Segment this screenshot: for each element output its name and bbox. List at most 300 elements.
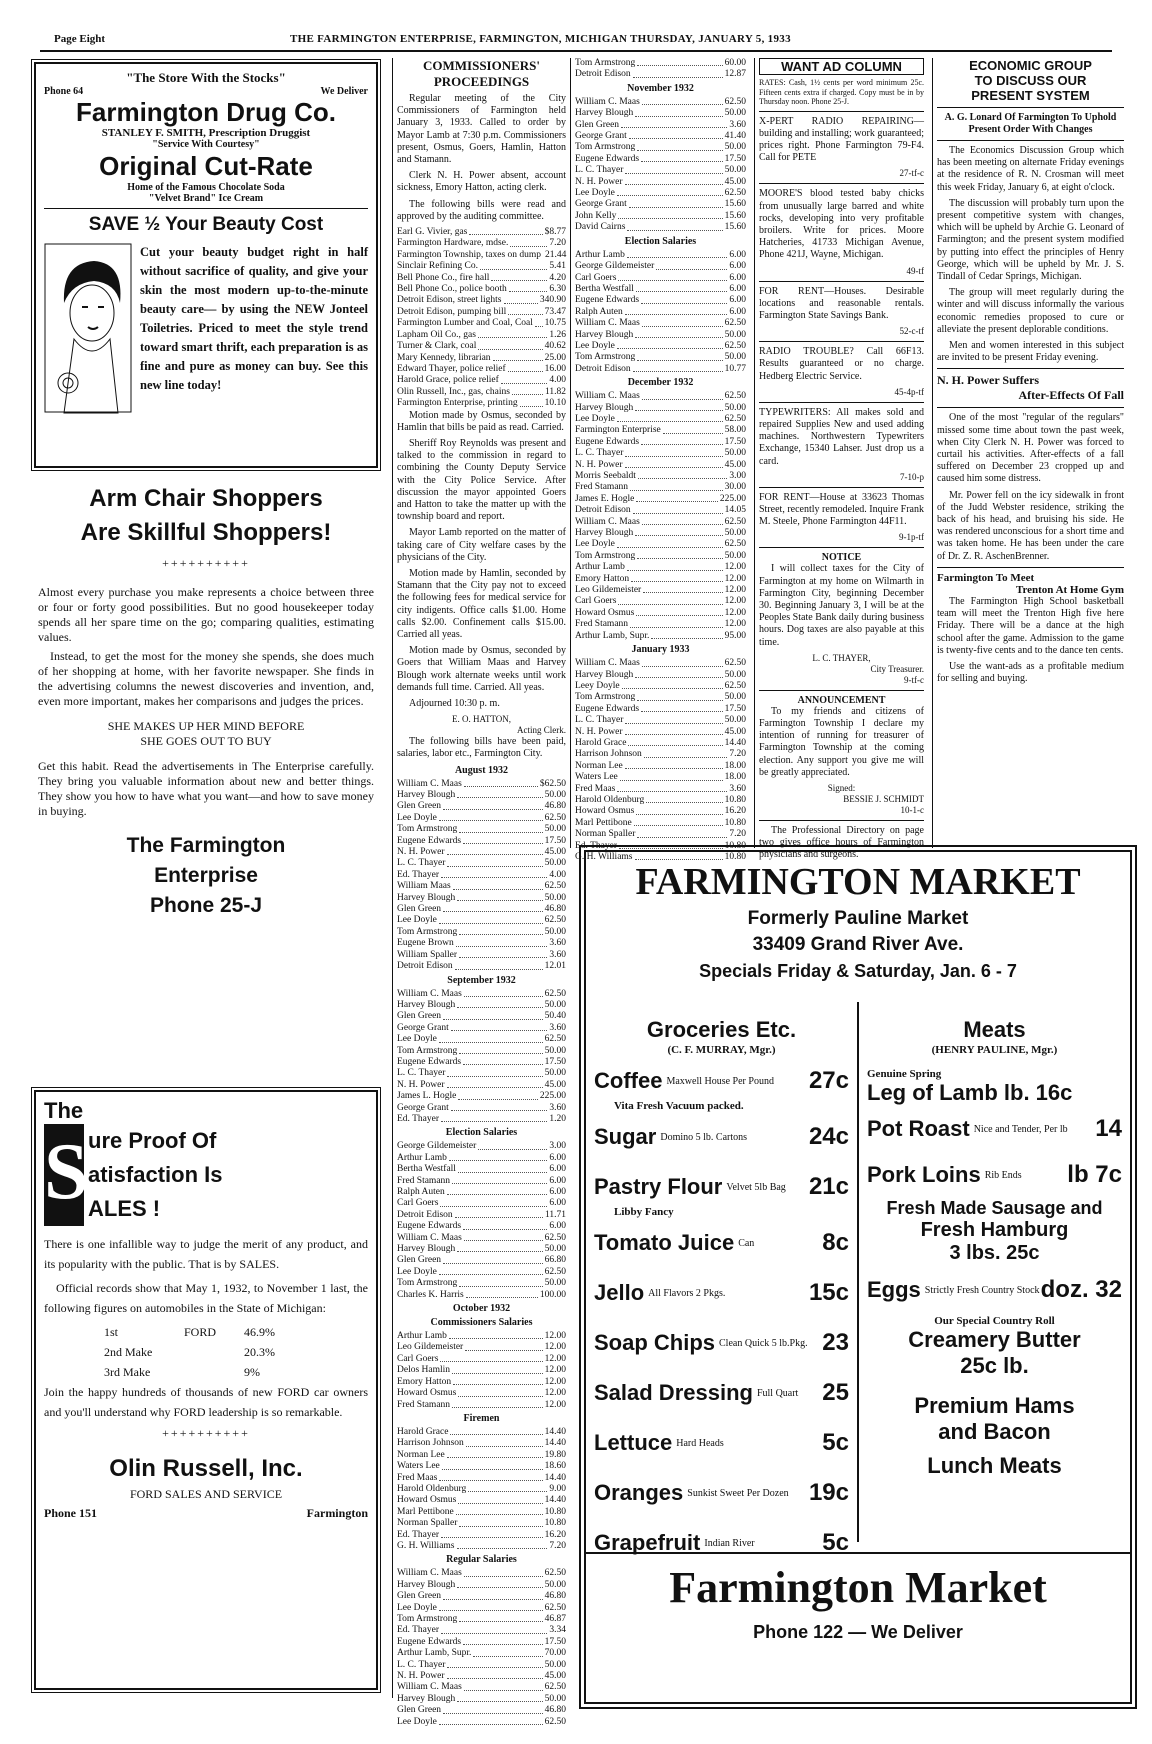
- butter-2: 25c lb.: [960, 1353, 1029, 1378]
- ledger-amount: 12.00: [544, 1342, 566, 1353]
- ledger-name: Edward Thayer, police relief: [397, 363, 506, 374]
- ledger-row: [397, 1518, 566, 1529]
- ledger-amount: 9.00: [549, 1483, 566, 1494]
- ledger-row: [397, 330, 566, 341]
- drug-druggist: STANLEY F. SMITH, Prescription Druggist: [101, 127, 311, 139]
- commission-column: [392, 58, 570, 1727]
- ledger-amount: 6.00: [549, 1152, 566, 1163]
- ledger-name: Detroit Edison: [575, 363, 631, 374]
- ledger-row: [397, 1233, 566, 1244]
- drug-phone: Phone 64: [44, 86, 84, 97]
- ledger-row: [575, 142, 746, 153]
- ledger-row: [575, 250, 746, 261]
- economic-headline-1: ECONOMIC GROUP: [969, 58, 1092, 73]
- ledger-amount: 7.20: [549, 1540, 566, 1551]
- ledger-row: [575, 352, 746, 363]
- economic-subhead: A. G. Lonard Of Farmington To Uphold Present Order With Changes: [944, 112, 1117, 135]
- ledger-name: Olin Russell, Inc., gas, chains: [397, 386, 510, 397]
- ford-p3: Join the happy hundreds of thousands of new FORD car owners and you'll understand why FORD leadership is so remarkable.: [44, 1385, 368, 1419]
- want-ad-item: [759, 116, 924, 185]
- ledger-amount: 16.20: [544, 1529, 566, 1540]
- grocery-note: Maxwell House Per Pound: [666, 1075, 774, 1087]
- grocery-name: Pastry Flour: [594, 1174, 723, 1199]
- ledger-amount: 12.00: [724, 562, 746, 573]
- ledger-row: [397, 1164, 566, 1175]
- ledger-row: [575, 69, 746, 80]
- ledger-name: Eugene Edwards: [575, 703, 640, 714]
- eggs-item: [867, 1265, 1122, 1315]
- ledger-row: [575, 784, 746, 795]
- ledger-row: [397, 824, 566, 835]
- ledger-amount: 17.50: [724, 153, 746, 164]
- ledger-name: Bell Phone Co., fire hall: [397, 272, 490, 283]
- left-column: [28, 58, 384, 1698]
- ledger-name: William C. Maas: [575, 391, 640, 402]
- ledger-row: [397, 1068, 566, 1079]
- ledger-name: N. H. Power: [397, 1671, 445, 1682]
- page-header: [40, 30, 1112, 52]
- ledger-subhead: November 1932: [627, 82, 694, 94]
- ledger-amount: 50.00: [724, 165, 746, 176]
- ledger-name: Howard Osmus: [397, 1388, 457, 1399]
- ledger-name: Harrison Johnson: [575, 749, 642, 760]
- ledger-row: [397, 238, 566, 249]
- announcement-ref: 10-1-c: [900, 805, 924, 816]
- ford-ad: The S ure Proof Of atisfaction Is ALES ! There is one infallible way to judge the merit of any product, and its popularity with the public. That is by SALES. Official records show that May 1, 1932, to November 1 last, the following figures on automobiles in the State of Michigan: 1st FORD 46.9% 2nd Make 20.3% 3rd Make 9% Join the happy hundreds of thousands of new FORD car owners and you'll understand why FORD leadership is so remarkable. ++++++++++ Olin Russell, Inc. FORD SALES AND SERVICE Phone 151 Farmington: [34, 1090, 378, 1690]
- pork-loins-price: lb 7c: [1067, 1161, 1122, 1188]
- ledger-row: [397, 353, 566, 364]
- ford-make-row: [104, 1322, 368, 1342]
- ledger-amount: 10.75: [544, 318, 566, 329]
- ledger-amount: 14.40: [724, 737, 746, 748]
- ledger-row: [575, 482, 746, 493]
- ledger-subhead: January 1933: [631, 644, 690, 656]
- ledger-row: [397, 1278, 566, 1289]
- ledger-name: Eugene Brown: [397, 938, 454, 949]
- ledger-row: [397, 1614, 566, 1625]
- ledger-subhead: August 1932: [454, 764, 509, 776]
- ledger-name: William Spaller: [397, 949, 458, 960]
- ledger-amount: 50.00: [544, 1045, 566, 1056]
- ledger-amount: 50.00: [544, 1659, 566, 1670]
- grocery-item: [594, 1468, 849, 1518]
- ledger-amount: 225.00: [719, 493, 746, 504]
- ledger-name: Tom Armstrong: [575, 550, 636, 561]
- grocery-name: Lettuce: [594, 1430, 673, 1455]
- ledger-amount: 12.87: [724, 69, 746, 80]
- market-address: 33409 Grand River Ave.: [752, 934, 964, 955]
- ledger-name: Morris Seebaldt: [575, 471, 636, 481]
- ledger-name: Eugene Edwards: [397, 835, 462, 846]
- ledger-row: [397, 1671, 566, 1682]
- armchair-caps-1: SHE MAKES UP HER MIND BEFORE: [107, 719, 305, 733]
- ledger-row: [575, 261, 746, 272]
- ledger-row: [397, 847, 566, 858]
- drug-home-of: Home of the Famous Chocolate Soda: [127, 182, 285, 193]
- ledger-amount: 3.00: [729, 471, 746, 481]
- ford-line-2: atisfaction Is: [88, 1162, 223, 1187]
- ledger-name: Fred Stamann: [397, 1399, 451, 1410]
- ledger-amount: 15.60: [724, 222, 746, 233]
- ledger-row: [397, 284, 566, 295]
- ford-make-row: [104, 1362, 368, 1382]
- ledger-amount: 5.41: [549, 261, 566, 272]
- ledger-amount: 10.10: [544, 398, 566, 409]
- ledger-row: [397, 341, 566, 352]
- ledger-amount: 14.05: [724, 505, 746, 516]
- ledger-amount: 62.50: [544, 1034, 566, 1045]
- want-ad-text: FOR RENT—Houses. Desirable locations and reasonable rentals. Farmington State Savings Bank.: [759, 285, 924, 321]
- ledger-amount: 19.80: [544, 1449, 566, 1460]
- announcement-title: ANNOUNCEMENT: [797, 694, 886, 706]
- ledger-row: [397, 387, 566, 398]
- ledger-amount: 11.82: [544, 386, 566, 397]
- armchair-shoppers-notice: Arm Chair Shoppers Are Skillful Shoppers! ++++++++++ Almost every purchase you make represents a choice between three or four or forty good possibilities. But no good housekeeper today spends all her spare time on the go; comparing qualities, estimating values. Instead, to get the most for the money she spends, she does much of her shopping at home, with her favorite newspaper. She finds in the advertising columns the newest discoveries and invention, and, even more important, makes her comparisons and judges the prices. SHE MAKES UP HER MIND BEFORE SHE GOES OUT TO BUY Get this habit. Read the advertisements in The Enterprise carefully. They bring you valuable information about new and better things. They show you how to have what you want—and how to save money in buying. The Farmington Enterprise Phone 25-J: [28, 472, 384, 921]
- ledger-amount: 40.62: [544, 341, 566, 352]
- grocery-price: 8c: [822, 1229, 849, 1256]
- ledger-name: Leey Doyle: [575, 680, 620, 691]
- want-ad-item: [759, 407, 924, 488]
- ledger-row: [575, 829, 746, 840]
- ford-makes-list: [104, 1322, 368, 1382]
- ledger-amount: 6.00: [729, 272, 746, 283]
- ledger-amount: 21.44: [545, 249, 567, 260]
- commission-p9: Adjourned 10:30 p. m.: [409, 698, 500, 709]
- grocery-item: [594, 1162, 849, 1212]
- ledger-amount: 46.80: [544, 1591, 566, 1602]
- commission-p7: Motion made by Hamlin, seconded by Stamann that the City pay not to exceed the following fees for medical service for city indigents. Office calls $1.00. Home calls $2.00. Confinement calls $15.00. Carried all yeas.: [397, 567, 566, 640]
- ledger-row: [575, 295, 746, 306]
- ledger-amount: 1.26: [549, 329, 566, 340]
- commission-p8: Motion made by Osmus, seconded by Goers that William Maas and Harvey Blough work alternate weeks until work demands full time. Carried. All yeas.: [397, 645, 566, 693]
- notice-body: I will collect taxes for the City of Farmington at my home on Wilmarth in Farmington City, beginning December 30. Beginning January 3, I will be at the Peoples State Bank daily during business hours. Dog taxes are also payable at this time.: [759, 563, 924, 648]
- ledger-name: Leo Gildemeister: [397, 1342, 464, 1353]
- ledger-amount: 7.20: [549, 238, 566, 249]
- ledger-amount: 12.00: [544, 1365, 566, 1376]
- ledger-name: Howard Osmus: [397, 1495, 457, 1506]
- ledger-row: [575, 528, 746, 539]
- ledger-amount: 12.00: [544, 1388, 566, 1399]
- ledger-name: James L. Hogle: [397, 1091, 457, 1102]
- ledger-row: [575, 670, 746, 681]
- ledger-row: [397, 1187, 566, 1198]
- ledger-name: Eugene Edwards: [397, 1056, 462, 1067]
- ledger-subhead: Firemen: [463, 1412, 500, 1424]
- ledger-name: Tom Armstrong: [397, 824, 458, 835]
- grocery-price: 24c: [808, 1123, 849, 1150]
- commission-signer: E. O. HATTON,: [451, 714, 512, 725]
- grocery-item: [594, 1112, 849, 1162]
- want-ad-title: WANT AD COLUMN: [759, 58, 924, 75]
- ledger-name: Harrison Johnson: [397, 1438, 464, 1449]
- ledger-name: William C. Maas: [575, 516, 640, 527]
- ledger-amount: 225.00: [539, 1091, 566, 1102]
- ledger-amount: 6.00: [549, 1221, 566, 1232]
- ledger-amount: 4.00: [549, 869, 566, 880]
- ledger-amount: 3.60: [549, 938, 566, 949]
- economic-s4: Men and women interested in this subject are invited to be present Friday evening.: [937, 340, 1124, 364]
- ledger-amount: 62.50: [544, 915, 566, 926]
- ledger-amount: 12.01: [544, 961, 566, 972]
- sausage-2: Fresh Hamburg: [920, 1219, 1069, 1241]
- ledger-name: Farmington Enterprise, printing: [397, 398, 518, 409]
- grocery-price: 15c: [808, 1279, 849, 1306]
- ledger-row: [397, 1530, 566, 1541]
- ledger-name: Harold Oldenburg: [575, 794, 645, 805]
- power-headline-1: N. H. Power Suffers: [937, 373, 1040, 388]
- ledger-name: L. C. Thayer: [575, 165, 624, 176]
- ledger-row: [397, 1625, 566, 1636]
- ledger-row: [397, 1660, 566, 1671]
- ledger-amount: 6.00: [729, 249, 746, 260]
- ledger-amount: 12.00: [544, 1399, 566, 1410]
- ledger-amount: 50.00: [544, 892, 566, 903]
- ledger-name: William C. Maas: [397, 1568, 462, 1579]
- announcement-sign: BESSIE J. SCHMIDT: [843, 794, 924, 805]
- ledger-name: Harold Grace: [575, 737, 627, 748]
- ledger-row: [575, 505, 746, 516]
- ledger-name: Glen Green: [397, 904, 442, 915]
- ledger-row: [397, 1290, 566, 1301]
- ledger-row: [397, 1438, 566, 1449]
- ledger-amount: 11.71: [544, 1209, 566, 1220]
- meats-section: [857, 1002, 1130, 1542]
- ledger-row: [575, 460, 746, 471]
- ledger-row: [575, 539, 746, 550]
- ford-make-row: [104, 1342, 368, 1362]
- ledger-amount: 50.00: [724, 352, 746, 363]
- woman-portrait-illustration: [44, 243, 132, 413]
- want-ad-text: X-PERT RADIO REPAIRING— building and installing; work guaranteed; prices right. Phone Farmington 79-F4. Call for PETE: [759, 115, 924, 164]
- ledger-name: Lee Doyle: [397, 812, 437, 823]
- ledger-name: Mary Kennedy, librarian: [397, 352, 491, 363]
- ledger-name: Harold Grace: [397, 1426, 449, 1437]
- commission-p10: The following bills have been paid, salaries, labor etc., Farmington City.: [397, 736, 566, 760]
- ledger-amount: 62.50: [544, 1716, 566, 1727]
- drug-store-ad: [34, 62, 378, 468]
- ledger-row: [575, 391, 746, 402]
- ford-dealer: Olin Russell, Inc.: [109, 1455, 303, 1482]
- ledger-name: Lee Doyle: [397, 1716, 437, 1727]
- ledger-amount: 14.40: [544, 1495, 566, 1506]
- want-ad-item: [759, 492, 924, 549]
- commission-title-2: PROCEEDINGS: [433, 74, 530, 89]
- ledger-name: Harvey Blough: [397, 892, 456, 903]
- ledger-name: Detroit Edison, pumping bill: [397, 306, 507, 317]
- ledger-name: L. C. Thayer: [397, 858, 446, 869]
- armchair-caps-2: SHE GOES OUT TO BUY: [140, 734, 272, 748]
- ledger-row: [397, 1648, 566, 1659]
- drug-cut-rate: Original Cut-Rate: [99, 151, 313, 181]
- ledger-row: [575, 165, 746, 176]
- ledger-name: David Cairns: [575, 222, 626, 233]
- commission-title-1: COMMISSIONERS': [422, 58, 541, 73]
- ledger-name: Tom Armstrong: [575, 352, 636, 363]
- ledger-amount: 50.00: [724, 142, 746, 153]
- ledger-amount: 17.50: [544, 1636, 566, 1647]
- ledger-amount: 50.00: [544, 1244, 566, 1255]
- ledger-row: [397, 1000, 566, 1011]
- notice-sign: L. C. THAYER,: [812, 652, 871, 663]
- ledger-name: Farmington Lumber and Coal, Coal: [397, 318, 533, 329]
- ledger-name: Carl Goers: [575, 272, 617, 283]
- ledger-amount: 50.00: [724, 108, 746, 119]
- ledger-name: Lee Doyle: [575, 188, 615, 199]
- ledger-name: William Maas: [397, 881, 451, 892]
- ledger-name: William C. Maas: [397, 988, 462, 999]
- ledger-row: [397, 273, 566, 284]
- ledger-row: [397, 989, 566, 1000]
- ledger-row: [397, 893, 566, 904]
- ledger-name: Ed. Thayer: [397, 1113, 440, 1124]
- ledger-name: Glen Green: [397, 1591, 442, 1602]
- ledger-row: [575, 341, 746, 352]
- ledger-name: Eugene Edwards: [397, 1221, 462, 1232]
- ledger-row: [397, 858, 566, 869]
- butter-1: Creamery Butter: [908, 1327, 1081, 1352]
- ledger-amount: 16.20: [724, 806, 746, 817]
- ledger-amount: 62.50: [544, 1266, 566, 1277]
- ledger-row: [397, 1221, 566, 1232]
- announcement-signed: Signed:: [827, 783, 856, 794]
- ledger-name: N. H. Power: [397, 847, 445, 858]
- ledger-amount: 3.60: [549, 949, 566, 960]
- ledger-amount: 17.50: [724, 703, 746, 714]
- ledger-row: [575, 551, 746, 562]
- grocery-price: 19c: [808, 1479, 849, 1506]
- ledger-name: Glen Green: [397, 1705, 442, 1716]
- ledger-amount: 16.00: [544, 363, 566, 374]
- ledger-amount: 12.00: [724, 573, 746, 584]
- ledger-amount: 14.40: [544, 1438, 566, 1449]
- ledger-row: [397, 1034, 566, 1045]
- ledger-amount: 10.80: [724, 840, 746, 851]
- ledger-subhead: Commissioners Salaries: [430, 1317, 533, 1329]
- ledger-amount: 62.50: [724, 539, 746, 550]
- ledger-name: Emory Hatton: [575, 573, 630, 584]
- ledger-row: [575, 596, 746, 607]
- commission-signer-title: Acting Clerk.: [517, 725, 566, 736]
- ledger-name: Detroit Edison: [575, 505, 631, 516]
- ledger-row: [575, 414, 746, 425]
- grocery-extra: Vita Fresh Vacuum packed.: [614, 1100, 744, 1112]
- ledger-row: [575, 154, 746, 165]
- ledger-amount: 12.00: [544, 1376, 566, 1387]
- ledger-row: [397, 1365, 566, 1376]
- pot-roast-item: [867, 1106, 1122, 1152]
- ledger-amount: 50.00: [724, 329, 746, 340]
- grocery-name: Salad Dressing: [594, 1380, 753, 1405]
- ledger-amount: 60.00: [724, 58, 746, 68]
- ledger-name: Marl Pettibone: [575, 817, 632, 828]
- ledger-amount: 62.50: [724, 340, 746, 351]
- ledger-name: Harvey Blough: [575, 108, 634, 119]
- ledger-name: Tom Armstrong: [397, 926, 458, 937]
- market-formerly: Formerly Pauline Market: [747, 908, 969, 929]
- ledger-name: Lee Doyle: [397, 915, 437, 926]
- grocery-extra: Libby Fancy: [614, 1206, 674, 1218]
- commission-p2: Clerk N. H. Power absent, account sickness, Emory Hatton, acting clerk.: [397, 170, 566, 194]
- ledger-amount: 70.00: [544, 1648, 566, 1659]
- ledger-amount: 62.50: [724, 96, 746, 107]
- ledger-amount: 50.00: [544, 999, 566, 1010]
- ledger-row: [575, 211, 746, 222]
- ledger-name: Fred Maas: [397, 1472, 438, 1483]
- grocery-note: Hard Heads: [676, 1437, 724, 1449]
- ledger-amount: 6.00: [549, 1164, 566, 1175]
- ledger-name: Waters Lee: [575, 772, 618, 783]
- ledger-name: Earl G. Vivier, gas: [397, 227, 468, 238]
- want-ad-ref: 52-c-tf: [899, 326, 924, 337]
- ledger-name: James E. Hogle: [575, 493, 635, 504]
- ledger-amount: 62.50: [544, 881, 566, 892]
- ledger-amount: 62.50: [544, 1232, 566, 1243]
- ledger-row: [397, 779, 566, 790]
- drug-velvet: "Velvet Brand" Ice Cream: [148, 193, 264, 204]
- enterprise-sign-3: Phone 25-J: [149, 894, 263, 917]
- ledger-row: [397, 398, 566, 409]
- notice-ref: 9-tf-c: [904, 674, 924, 685]
- ledger-amount: 50.00: [544, 1693, 566, 1704]
- ledger-name: William C. Maas: [397, 1682, 462, 1693]
- market-name: FARMINGTON MARKET: [635, 861, 1081, 903]
- ledger-name: George Grant: [397, 1022, 449, 1033]
- make-name: FORD: [184, 1325, 217, 1339]
- ledger-name: Eugene Edwards: [575, 436, 640, 447]
- ledger-name: Tom Armstrong: [397, 1278, 458, 1289]
- commission-p3: The following bills were read and approved by the auditing committee.: [397, 198, 566, 222]
- ledger-name: Leo Gildemeister: [575, 585, 642, 596]
- ledger-name: G. H. Williams: [575, 852, 633, 862]
- ledger-name: Arthur Lamb: [397, 1152, 447, 1163]
- ledger-amount: 17.50: [544, 1056, 566, 1067]
- ledger-row: [575, 188, 746, 199]
- directory-note: The Professional Directory on page two gives office hours of Farmington physicians and surgeons.: [759, 825, 924, 861]
- ledger-name: Lee Doyle: [575, 539, 615, 550]
- ledger-row: [575, 307, 746, 318]
- enterprise-sign-2: Enterprise: [154, 864, 258, 887]
- ford-sales: FORD SALES AND SERVICE: [129, 1487, 283, 1501]
- ledger-row: [575, 222, 746, 233]
- grocery-item: [594, 1418, 849, 1468]
- ledger-row: [397, 1507, 566, 1518]
- ledger-subhead: Election Salaries: [445, 1127, 518, 1139]
- ledger-amount: 50.00: [544, 858, 566, 869]
- ledger-name: L. C. Thayer: [575, 448, 624, 459]
- ledger-row: [397, 1011, 566, 1022]
- ledger-subhead: Regular Salaries: [446, 1554, 517, 1566]
- ledger-amount: 50.00: [724, 692, 746, 703]
- ledger-name: N. H. Power: [575, 176, 623, 187]
- ledger-name: Ralph Auten: [397, 1187, 445, 1198]
- ledger-row: [397, 375, 566, 386]
- ledger-row: [575, 403, 746, 414]
- make-rank: 2nd Make: [104, 1345, 153, 1359]
- ledger-name: Harvey Blough: [575, 528, 634, 539]
- grocery-name: Tomato Juice: [594, 1230, 735, 1255]
- ledger-name: William C. Maas: [575, 658, 640, 669]
- ledger-row: [397, 1103, 566, 1114]
- ledger-amount: 50.00: [544, 824, 566, 835]
- ledger-row: [397, 927, 566, 938]
- ledger-row: [575, 517, 746, 528]
- want-ad-ref: 45-4p-tf: [894, 386, 924, 397]
- make-percent: 46.9%: [244, 1325, 275, 1339]
- ledger-row: [575, 437, 746, 448]
- economic-s2: The discussion will probably turn upon the present competitive system with changes, which will be upheld by Archie G. Leonard of Farmington; and the present system modified by putting into effect the principles of Henry George, which will be upheld by Mr. J. S. Tindall of Cedar Springs, Michigan.: [937, 197, 1124, 283]
- ledger-row: [397, 1717, 566, 1728]
- grocery-price: 5c: [822, 1429, 849, 1456]
